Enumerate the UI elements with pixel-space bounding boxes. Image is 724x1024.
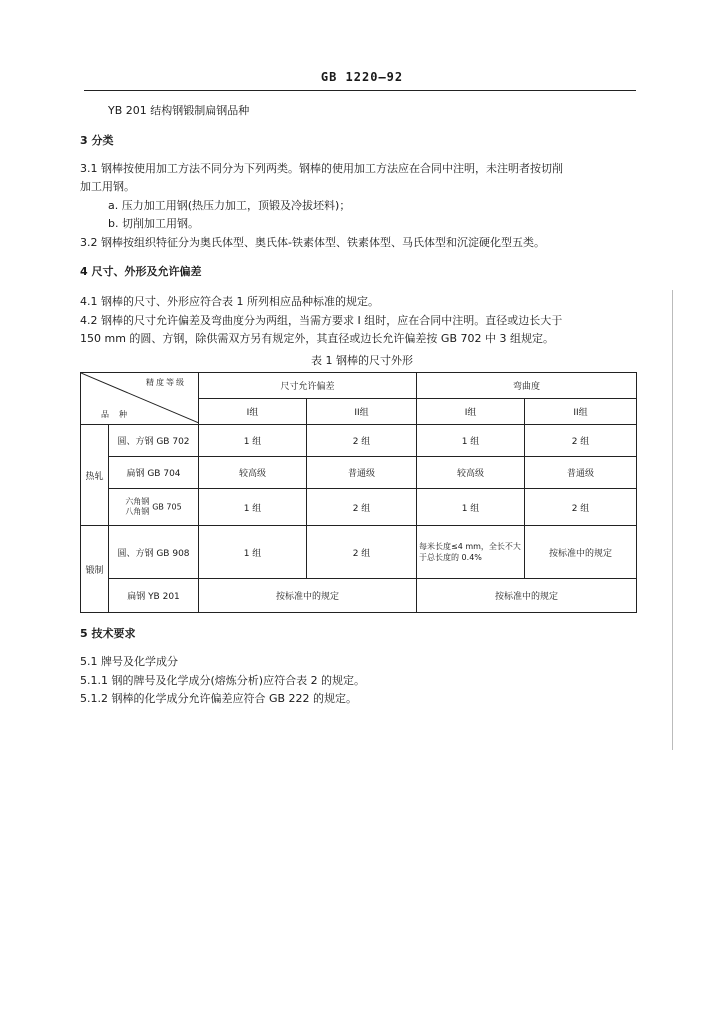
table-cell: 1 组: [199, 489, 307, 526]
table-cell: 按标准中的规定: [199, 579, 417, 613]
hex-names: [125, 497, 149, 517]
clause-5-1: 5.1 牌号及化学成分: [80, 655, 178, 668]
table-cell: 较高级: [417, 457, 525, 489]
clause-5-1-1: 5.1.1 钢的牌号及化学成分(熔炼分析)应符合表 2 的规定。: [80, 674, 366, 687]
section-3-heading: 3 分类: [80, 134, 114, 147]
table-cell: 2 组: [307, 489, 417, 526]
clause-3-1-item-a: a. 压力加工用钢(热压力加工，顶锻及冷拔坯料)；: [108, 199, 351, 212]
table-cell: 较高级: [199, 457, 307, 489]
clause-3-2: 3.2 钢棒按组织特征分为奥氏体型、奥氏体-铁素体型、铁素体型、马氏体型和沉淀硬化型五类。: [80, 236, 545, 249]
header-size-group-2: II组: [307, 399, 417, 425]
standard-code-header: GB 1220—92: [320, 70, 404, 84]
table-cell: 1 组: [417, 489, 525, 526]
table-cell: 2 组: [525, 489, 637, 526]
product-name: 扁钢 GB 704: [109, 457, 199, 489]
section-5-heading: 5 技术要求: [80, 627, 136, 640]
header-size-group-1: I组: [199, 399, 307, 425]
clause-3-1-item-b: b. 切削加工用钢。: [108, 217, 199, 230]
table-cell: 按标准中的规定: [525, 526, 637, 579]
section-4-heading: 4 尺寸、外形及允许偏差: [80, 265, 202, 278]
table-corner-cell: [81, 373, 199, 425]
clause-4-2-line1: 4.2 钢棒的尺寸允许偏差及弯曲度分为两组，当需方要求 I 组时，应在合同中注明。直径或边长大于: [80, 314, 563, 327]
corner-label-product: 品种: [101, 410, 137, 419]
hex-standard: GB 705: [152, 502, 182, 512]
table-cell: 1 组: [417, 425, 525, 457]
hex-name: 六角钢: [125, 497, 150, 506]
header-rule: [84, 90, 636, 91]
corner-label-grade: 精度等级: [146, 378, 186, 387]
table-cell: 普通级: [525, 457, 637, 489]
clause-3-1-line1: 3.1 钢棒按使用加工方法不同分为下列两类。钢棒的使用加工方法应在合同中注明，未注明者按切削: [80, 162, 563, 175]
product-name: 扁钢 YB 201: [109, 579, 199, 613]
table-1-caption: 表 1 钢棒的尺寸外形: [311, 354, 413, 367]
table-cell: 1 组: [199, 526, 307, 579]
header-size-tolerance: 尺寸允许偏差: [199, 373, 417, 399]
header-bend-group-2: II组: [525, 399, 637, 425]
product-name: 圆、方钢 GB 702: [109, 425, 199, 457]
table-1: [80, 372, 637, 613]
reference-yb201: YB 201 结构钢锻制扁钢品种: [108, 104, 250, 117]
product-name: 圆、方钢 GB 908: [109, 526, 199, 579]
oct-name: 八角钢: [125, 507, 150, 516]
category-hot-rolled: 热轧: [81, 425, 109, 526]
clause-4-1: 4.1 钢棒的尺寸、外形应符合表 1 所列相应品种标准的规定。: [80, 295, 379, 308]
table-cell: 普通级: [307, 457, 417, 489]
header-bending: 弯曲度: [417, 373, 637, 399]
clause-4-2-line2: 150 mm 的圆、方钢，除供需双方另有规定外，其直径或边长允许偏差按 GB 702 中 3 组规定。: [80, 332, 554, 345]
table-cell: 2 组: [525, 425, 637, 457]
product-name-hex: [109, 489, 199, 526]
table-cell: 2 组: [307, 425, 417, 457]
table-cell: 每米长度≤4 mm，全长不大于总长度的 0.4%: [417, 526, 525, 579]
category-forged: 锻制: [81, 526, 109, 613]
clause-5-1-2: 5.1.2 钢棒的化学成分允许偏差应符合 GB 222 的规定。: [80, 692, 358, 705]
table-cell: 2 组: [307, 526, 417, 579]
table-cell: 按标准中的规定: [417, 579, 637, 613]
table-cell: 1 组: [199, 425, 307, 457]
header-bend-group-1: I组: [417, 399, 525, 425]
clause-3-1-line2: 加工用钢。: [80, 180, 135, 193]
